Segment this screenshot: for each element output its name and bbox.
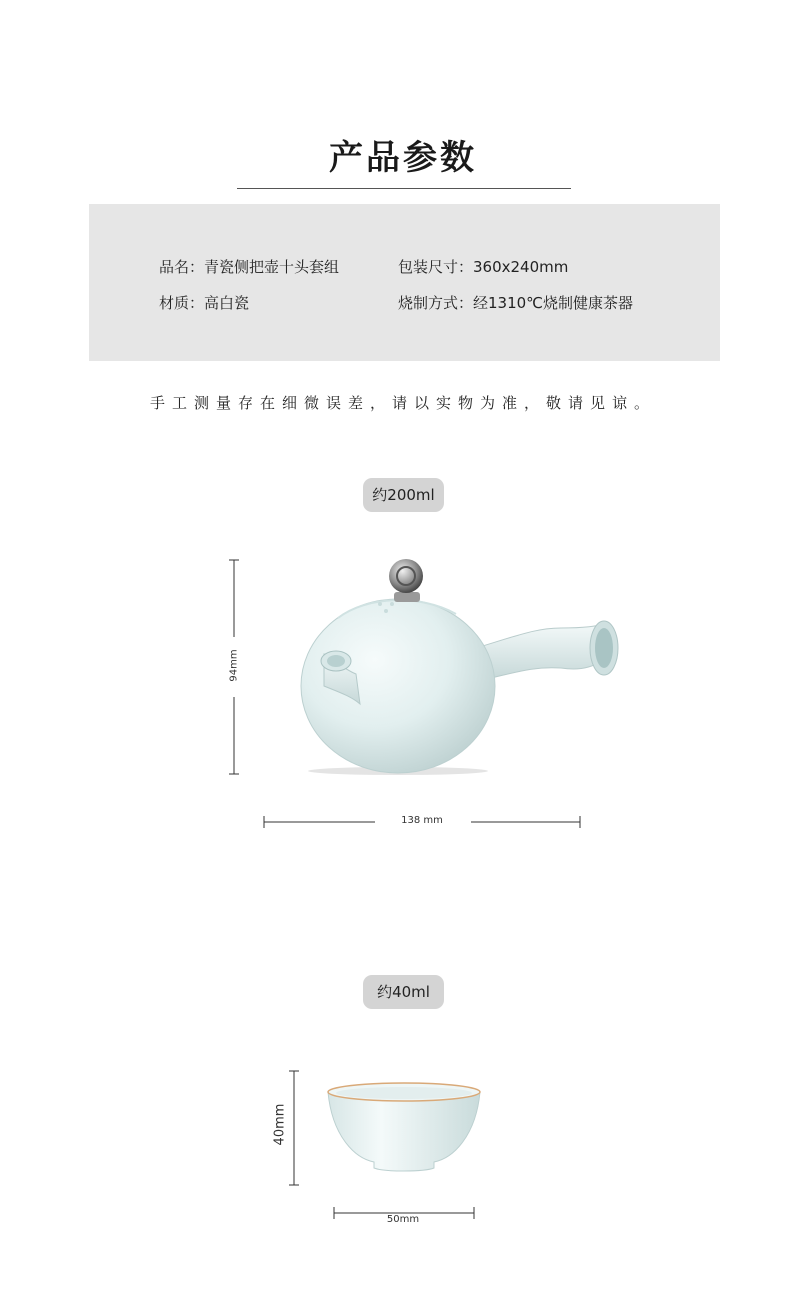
cup-image [324, 1080, 484, 1176]
title-divider [237, 188, 571, 189]
page-title: 产品参数 [329, 138, 477, 178]
spec-material: 材质：高白瓷 [159, 294, 250, 312]
teapot-image [296, 556, 622, 778]
spec-package-size: 包装尺寸：360x240mm [398, 258, 569, 276]
cup-height-dimension-line [288, 1070, 300, 1186]
teapot-height-label: 94mm [228, 649, 240, 682]
cup-width-label: 50mm [386, 1214, 420, 1225]
cup-height-label: 40mm [272, 1103, 288, 1146]
spec-firing-method: 烧制方式：经1310℃烧制健康茶器 [398, 294, 634, 312]
teapot-width-label: 138 mm [401, 815, 443, 826]
spec-product-name: 品名：青瓷侧把壶十头套组 [159, 258, 340, 276]
teapot-capacity-badge: 约200ml [363, 478, 444, 512]
cup-capacity-badge: 约40ml [363, 975, 444, 1009]
spec-panel [89, 204, 720, 361]
measurement-note: 手工测量存在细微误差，请以实物为准，敬请见谅。 [149, 394, 656, 412]
